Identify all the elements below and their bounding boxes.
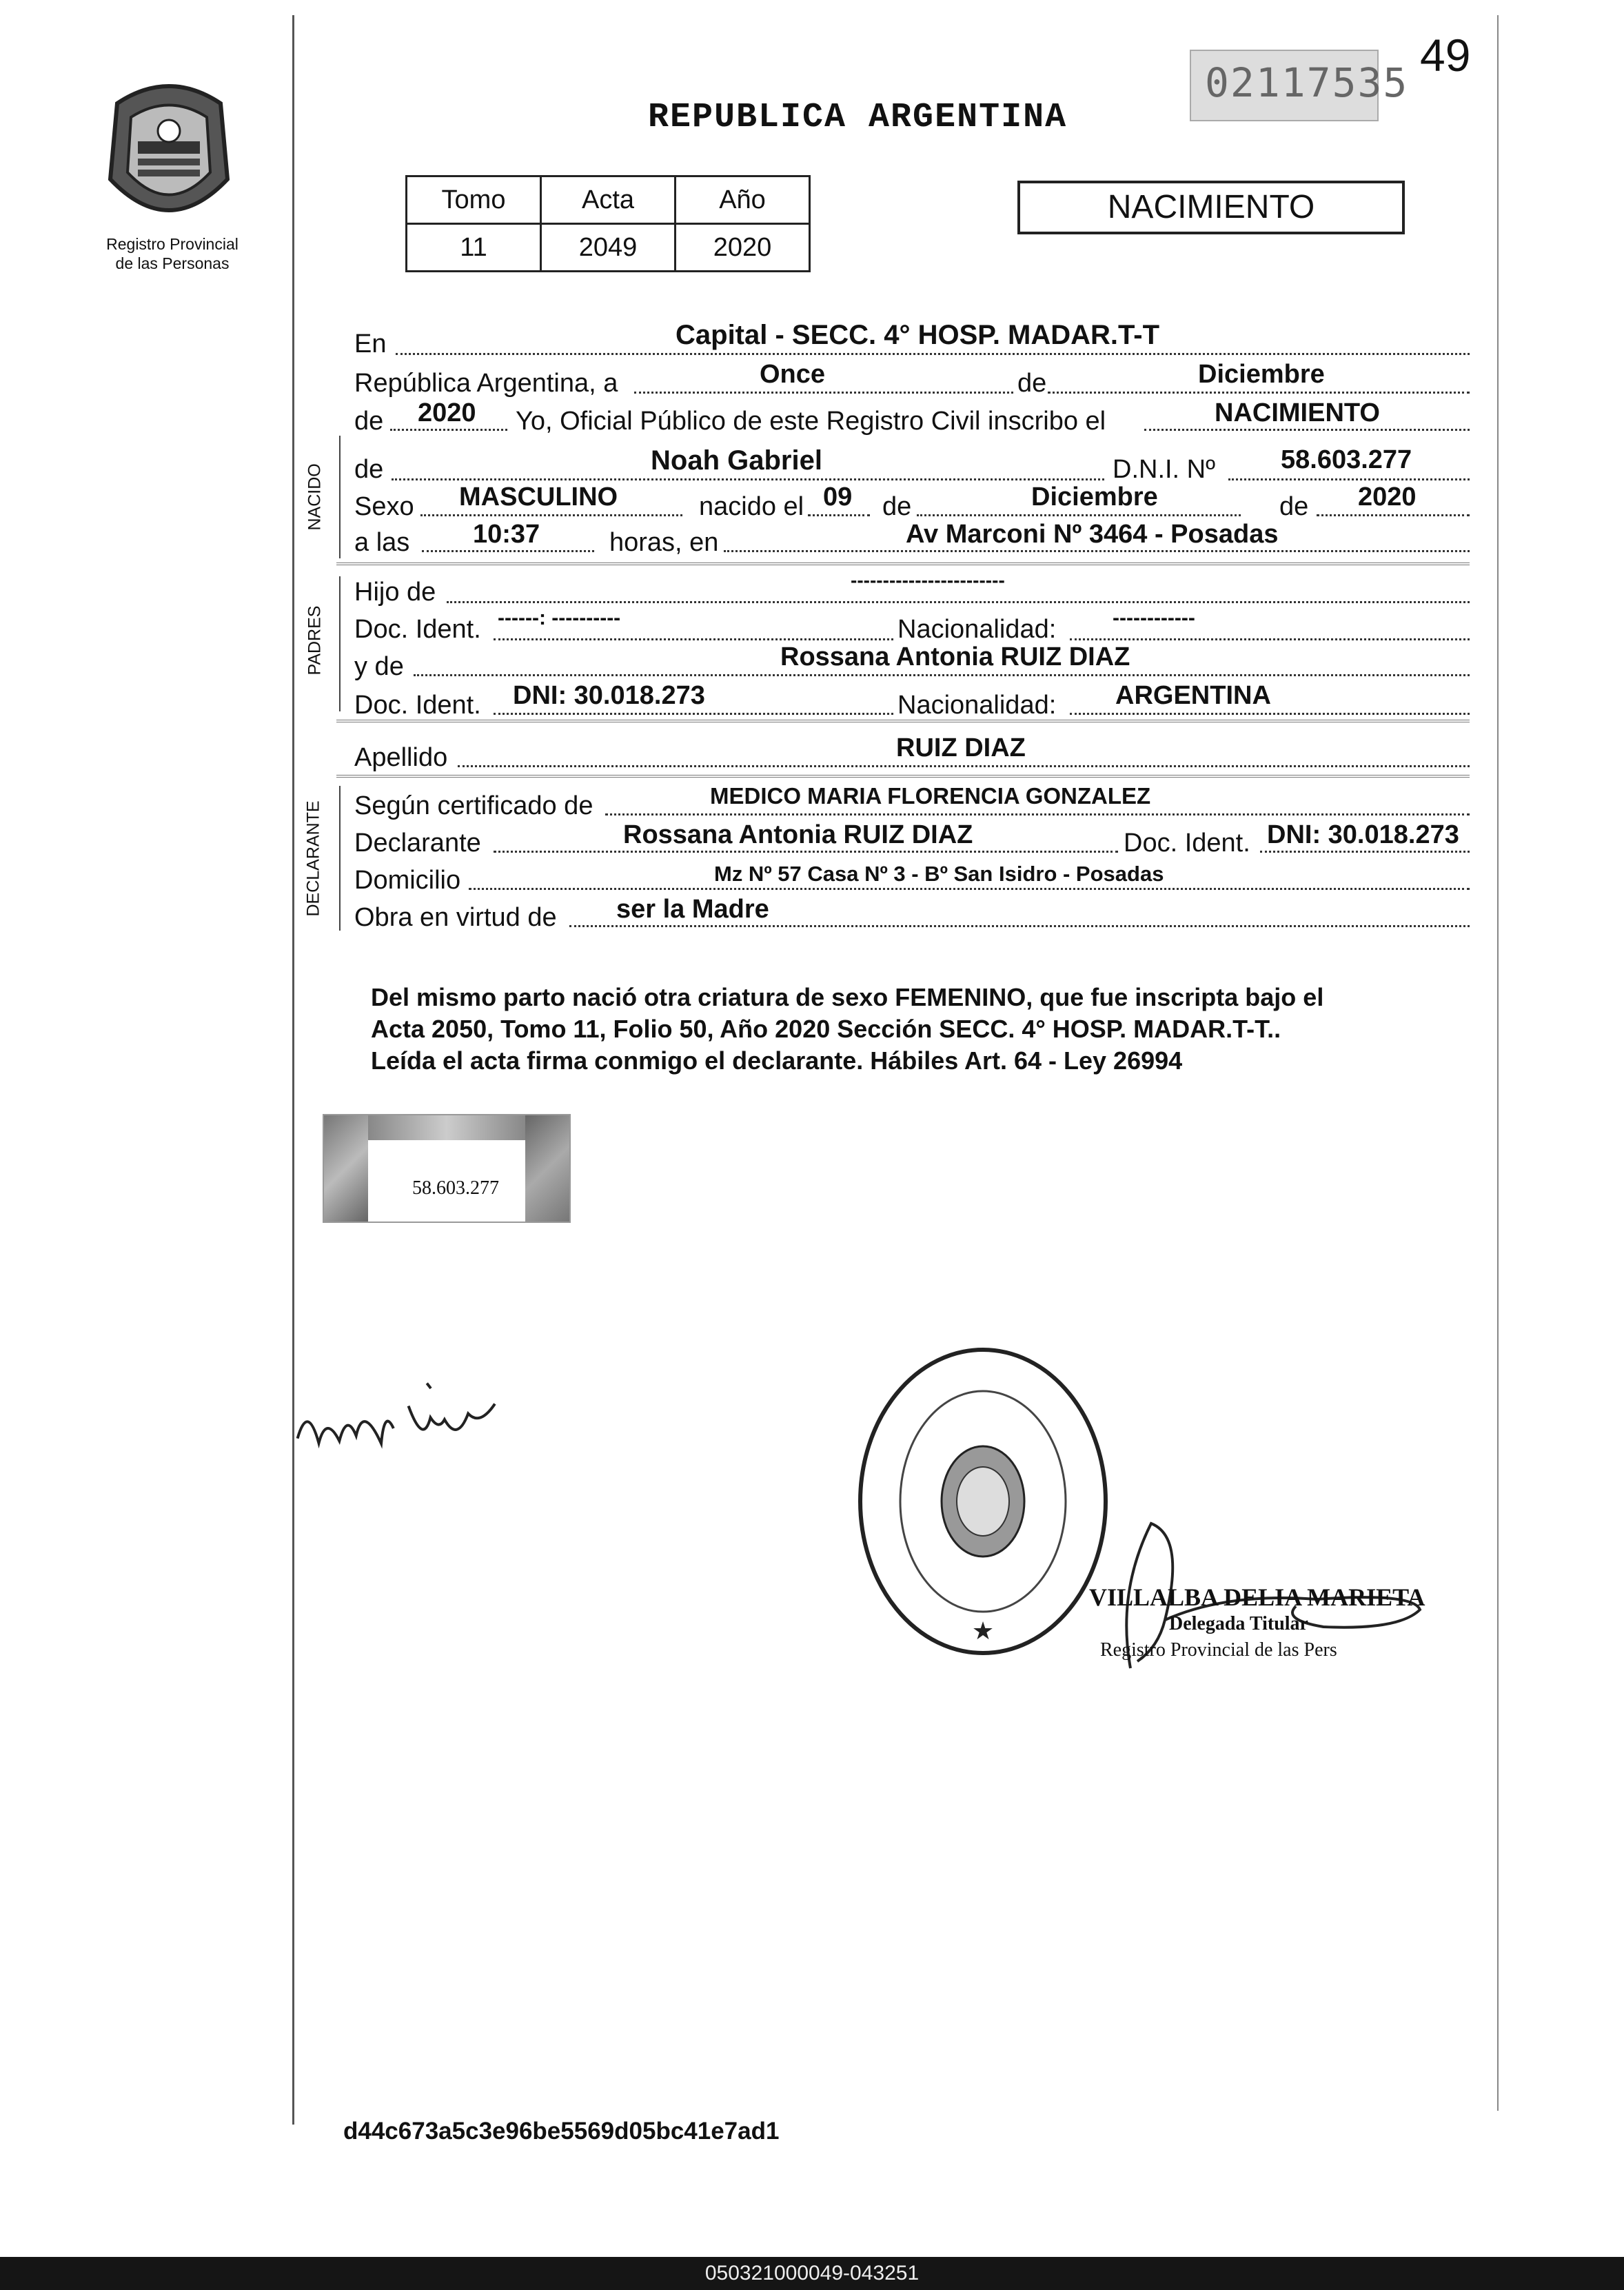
republica-label: República Argentina, a xyxy=(354,369,618,398)
footer-bar xyxy=(0,2257,1624,2290)
inscribe-value: NACIMIENTO xyxy=(1215,398,1380,427)
province-logo xyxy=(97,76,241,234)
hijo-de-label: Hijo de xyxy=(354,578,436,607)
apellido-label: Apellido xyxy=(354,743,448,772)
note-line-3: Leída el acta firma conmigo el declarante. Hábiles Art. 64 - Ley 26994 xyxy=(371,1046,1183,1075)
svg-text:★: ★ xyxy=(971,1617,995,1645)
register-table xyxy=(405,175,811,272)
id-sticker xyxy=(323,1114,571,1223)
mother-doc-value: DNI: 30.018.273 xyxy=(513,681,705,710)
header-anio: Año xyxy=(676,176,810,224)
en-label: En xyxy=(354,330,387,358)
record-type-box: NACIMIENTO xyxy=(1017,181,1405,234)
father-nac-label: Nacionalidad: xyxy=(897,615,1057,644)
padres-bracket xyxy=(339,576,341,711)
right-margin-line xyxy=(1497,15,1499,2111)
mother-nac-value: ARGENTINA xyxy=(1115,681,1271,710)
footer-code: 050321000049-043251 xyxy=(704,2262,920,2284)
inscribe-label: Yo, Oficial Público de este Registro Civil inscribo el xyxy=(516,407,1106,436)
mother-value: Rossana Antonia RUIZ DIAZ xyxy=(780,642,1130,671)
obra-label: Obra en virtud de xyxy=(354,903,557,932)
declarante-value: Rossana Antonia RUIZ DIAZ xyxy=(623,820,973,849)
en-value: Capital - SECC. 4° HOSP. MADAR.T-T xyxy=(676,320,1160,350)
sexo-label: Sexo xyxy=(354,492,414,521)
father-doc-label: Doc. Ident. xyxy=(354,615,481,644)
nacido-bracket xyxy=(339,436,341,558)
declarante-doc-value: DNI: 30.018.273 xyxy=(1267,820,1459,849)
declarant-signature xyxy=(284,1353,529,1492)
official-office: Registro Provincial de las Pers xyxy=(1100,1639,1337,1661)
sexo-value: MASCULINO xyxy=(459,483,618,511)
note-line-1: Del mismo parto nació otra criatura de sexo FEMENINO, que fue inscripta bajo el xyxy=(371,983,1324,1011)
year-value: 2020 xyxy=(418,398,476,427)
nacido-el-label: nacido el xyxy=(699,492,804,521)
cert-value: MEDICO MARIA FLORENCIA GONZALEZ xyxy=(710,783,1151,809)
birth-month: Diciembre xyxy=(1031,483,1158,511)
value-anio: 2020 xyxy=(676,224,810,272)
nacido-de-label: de xyxy=(354,455,384,484)
logo-caption: Registro Provincial de las Personas xyxy=(106,235,238,272)
mother-doc-label: Doc. Ident. xyxy=(354,691,481,720)
document-hash: d44c673a5c3e96be5569d05bc41e7ad1 xyxy=(343,2118,780,2145)
domicilio-label: Domicilio xyxy=(354,866,461,895)
child-name: Noah Gabriel xyxy=(651,445,822,476)
header-acta: Acta xyxy=(541,176,676,224)
birth-hour: 10:37 xyxy=(473,520,540,549)
a-las-label: a las xyxy=(354,528,410,557)
id-sticker-number: 58.603.277 xyxy=(412,1177,499,1199)
nacido-de-label3: de xyxy=(1279,492,1309,521)
official-name: VILLALBA DELIA MARIETA xyxy=(1089,1583,1425,1611)
nacido-section-label: NACIDO xyxy=(305,463,325,531)
cert-label: Según certificado de xyxy=(354,791,593,820)
declarante-label: Declarante xyxy=(354,829,481,858)
de-year-label: de xyxy=(354,407,384,436)
father-nac-value: ------------ xyxy=(1113,607,1195,629)
left-margin-line xyxy=(292,15,294,2125)
mother-nac-label: Nacionalidad: xyxy=(897,691,1057,720)
header-tomo: Tomo xyxy=(407,176,541,224)
declarante-bracket xyxy=(339,786,341,931)
padres-section-label: PADRES xyxy=(305,605,325,676)
official-seal xyxy=(852,1343,1114,1660)
birth-place: Av Marconi Nº 3464 - Posadas xyxy=(906,520,1279,549)
birth-year: 2020 xyxy=(1358,483,1417,511)
page-title: REPUBLICA ARGENTINA xyxy=(648,98,1068,137)
note-line-2: Acta 2050, Tomo 11, Folio 50, Año 2020 Sección SECC. 4° HOSP. MADAR.T-T.. xyxy=(371,1015,1281,1043)
value-acta: 2049 xyxy=(541,224,676,272)
dni-value: 58.603.277 xyxy=(1281,445,1412,474)
day-value: Once xyxy=(760,360,826,389)
page-number: 49 xyxy=(1420,30,1471,81)
dni-label: D.N.I. Nº xyxy=(1113,455,1215,484)
month-value: Diciembre xyxy=(1198,360,1325,389)
father-doc-value: ------: ---------- xyxy=(498,607,621,629)
note-paragraph xyxy=(371,982,1474,1077)
value-tomo: 11 xyxy=(407,224,541,272)
nacido-de-label2: de xyxy=(882,492,912,521)
de-label: de xyxy=(1017,369,1047,398)
horas-en-label: horas, en xyxy=(609,528,719,557)
obra-value: ser la Madre xyxy=(616,895,769,924)
official-role: Delegada Titular xyxy=(1169,1613,1308,1634)
father-value: ------------------------ xyxy=(851,569,1005,591)
declarante-doc-label: Doc. Ident. xyxy=(1124,829,1250,858)
domicilio-value: Mz Nº 57 Casa Nº 3 - Bº San Isidro - Posadas xyxy=(714,862,1164,886)
control-number: 02117535 xyxy=(1205,59,1409,106)
declarante-section-label: DECLARANTE xyxy=(303,800,323,917)
y-de-label: y de xyxy=(354,652,404,681)
birth-day: 09 xyxy=(823,483,853,511)
apellido-value: RUIZ DIAZ xyxy=(896,733,1026,762)
